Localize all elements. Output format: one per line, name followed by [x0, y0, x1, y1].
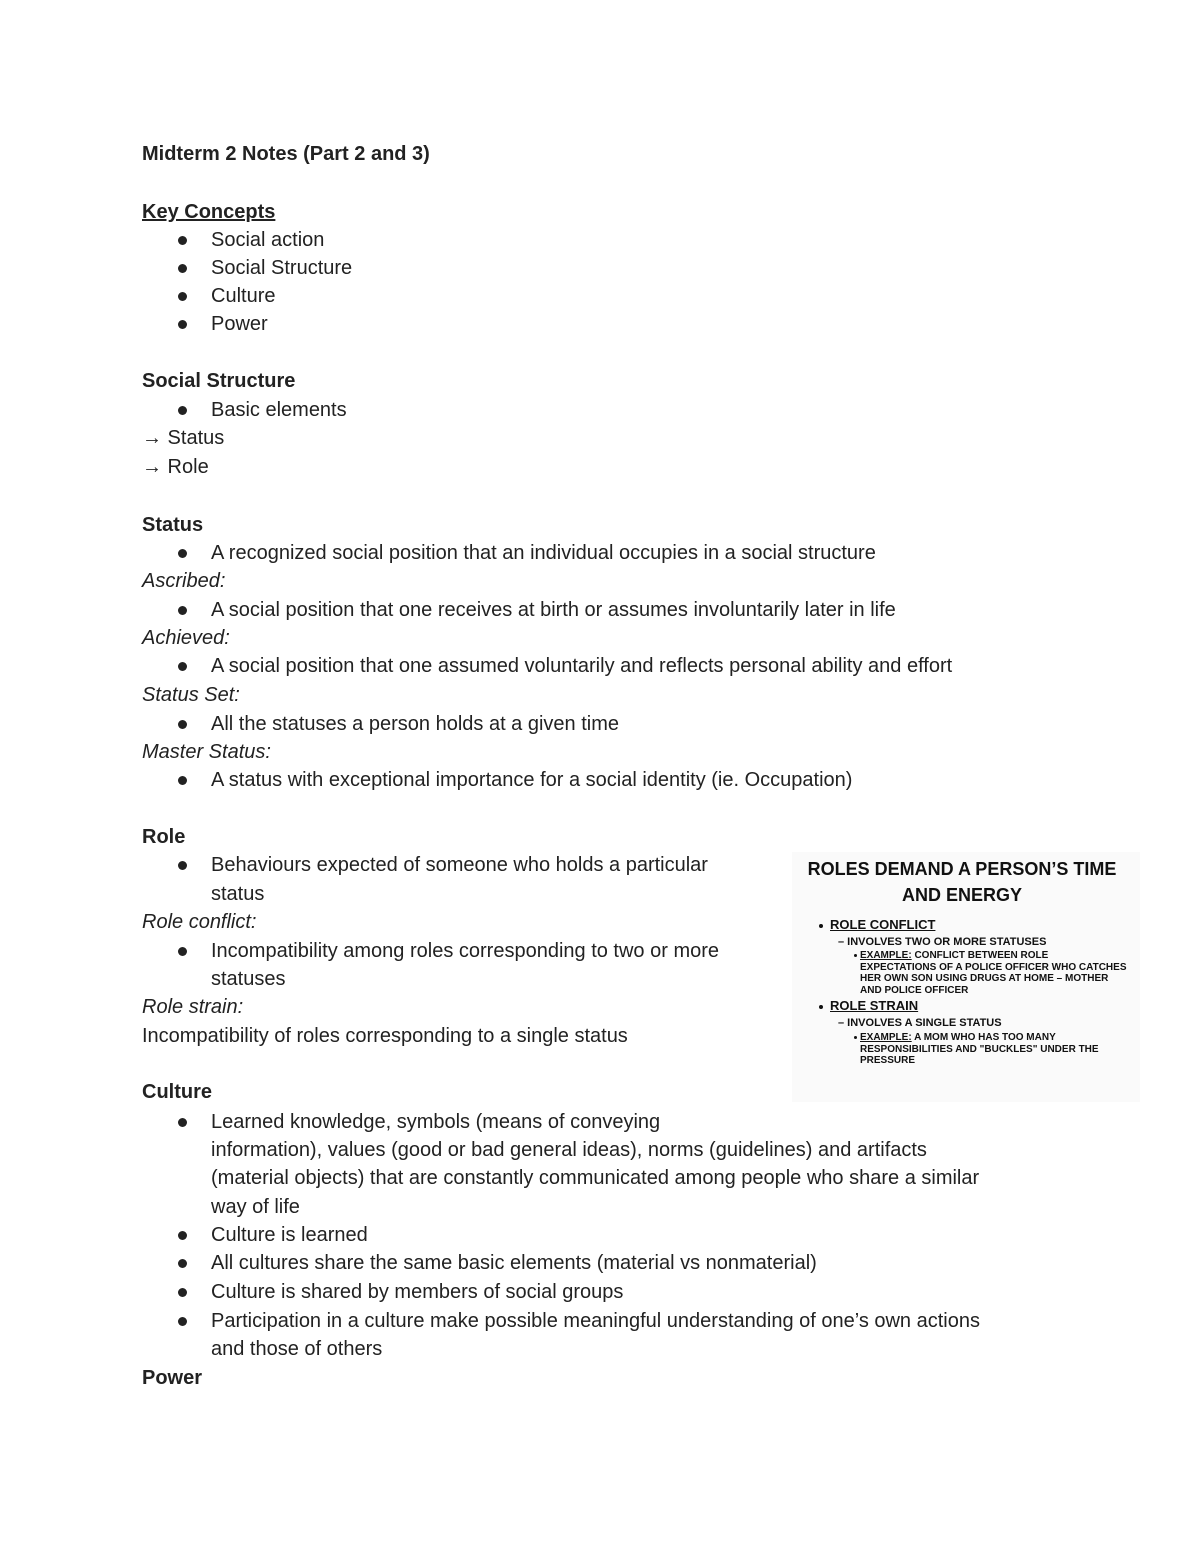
bullet-icon: [178, 549, 187, 558]
social-structure-heading: Social Structure: [142, 370, 296, 392]
bullet-icon: [178, 776, 187, 785]
bullet-icon: [178, 1317, 187, 1326]
bullet-icon: [178, 1288, 187, 1297]
culture-heading: Culture: [142, 1081, 212, 1103]
bullet-icon: [178, 320, 187, 329]
slide-conflict-example-line: [860, 950, 1048, 962]
status-set-label: Status Set:: [142, 684, 240, 706]
slide-strain-example-line: PRESSURE: [860, 1055, 916, 1066]
slide-title: [792, 856, 1132, 908]
slide-role-conflict-sub: – INVOLVES TWO OR MORE STATUSES: [838, 936, 1047, 948]
role-slide-image: [792, 852, 1140, 1102]
bullet-icon: [178, 606, 187, 615]
culture-item-line: Participation in a culture make possible meaningful understanding of one’s own actions: [211, 1310, 980, 1332]
role-definition-line: status: [211, 883, 265, 905]
ascribed-text: A social position that one receives at birth or assumes involuntarily later in life: [211, 599, 896, 621]
master-status-label: Master Status:: [142, 741, 271, 763]
bullet-icon: [178, 1118, 187, 1127]
key-concept-item: Power: [211, 313, 268, 335]
bullet-icon: [178, 236, 187, 245]
slide-conflict-example-line: AND POLICE OFFICER: [860, 984, 969, 996]
role-strain-text: Incompatibility of roles corresponding to a single status: [142, 1025, 628, 1047]
role-strain-label: Role strain:: [142, 996, 244, 1018]
slide-example-label: EXAMPLE:: [860, 1032, 912, 1043]
key-concepts-heading: Key Concepts: [142, 201, 276, 223]
bullet-icon: [178, 947, 187, 956]
status-heading: Status: [142, 514, 204, 536]
role-conflict-line: Incompatibility among roles corresponding to two or more: [211, 940, 720, 962]
master-status-text: A status with exceptional importance for a social identity (ie. Occupation): [211, 769, 853, 791]
culture-item-line: Learned knowledge, symbols (means of conveying: [211, 1111, 661, 1133]
slide-conflict-example-line: EXPECTATIONS OF A POLICE OFFICER WHO CATCHES: [860, 961, 1127, 973]
key-concept-item: Culture: [211, 285, 276, 307]
slide-bullet-icon: [819, 924, 823, 928]
slide-conflict-example-line: HER OWN SON USING DRUGS AT HOME – MOTHER: [860, 973, 1109, 984]
culture-item-line: information), values (good or bad general ideas), norms (guidelines) and artifacts: [211, 1139, 927, 1161]
status-definition: A recognized social position that an individual occupies in a social structure: [211, 542, 876, 564]
slide-bullet-icon: [819, 1005, 823, 1009]
role-conflict-line: statuses: [211, 968, 286, 990]
slide-role-conflict-heading: ROLE CONFLICT: [830, 917, 936, 932]
slide-sub-bullet-icon: [854, 954, 857, 957]
slide-example-label: EXAMPLE:: [860, 950, 912, 961]
achieved-label: Achieved:: [142, 627, 230, 649]
slide-title-line: ROLES DEMAND A PERSON’S TIME: [807, 859, 1117, 879]
culture-item-line: way of life: [211, 1196, 300, 1218]
key-concept-item: Social action: [211, 229, 325, 251]
bullet-icon: [178, 406, 187, 415]
document-title: Midterm 2 Notes (Part 2 and 3): [142, 143, 430, 165]
culture-item: All cultures share the same basic elements (material vs nonmaterial): [211, 1252, 817, 1274]
bullet-icon: [178, 720, 187, 729]
role-conflict-label: Role conflict:: [142, 911, 257, 933]
bullet-icon: [178, 662, 187, 671]
culture-item-line: (material objects) that are constantly communicated among people who share a similar: [211, 1167, 980, 1189]
power-heading: Power: [142, 1367, 203, 1389]
culture-item: Culture is shared by members of social groups: [211, 1281, 624, 1303]
role-heading: Role: [142, 826, 186, 848]
slide-example-text: CONFLICT BETWEEN ROLE: [911, 950, 1049, 961]
arrow-item-status: → Status: [142, 427, 225, 449]
ascribed-label: Ascribed:: [142, 570, 226, 592]
culture-item-line: and those of others: [211, 1338, 383, 1360]
culture-item: Culture is learned: [211, 1224, 368, 1246]
slide-example-text: A MOM WHO HAS TOO MANY: [911, 1032, 1056, 1043]
slide-sub-bullet-icon: [854, 1036, 857, 1039]
achieved-text: A social position that one assumed voluntarily and reflects personal ability and effort: [211, 655, 953, 677]
status-set-text: All the statuses a person holds at a given time: [211, 713, 620, 735]
slide-role-strain-heading: ROLE STRAIN: [830, 998, 919, 1013]
slide-role-strain-sub: – INVOLVES A SINGLE STATUS: [838, 1017, 1002, 1029]
bullet-icon: [178, 1259, 187, 1268]
role-definition-line: Behaviours expected of someone who holds a particular: [211, 854, 708, 876]
key-concept-item: Social Structure: [211, 257, 353, 279]
bullet-icon: [178, 1231, 187, 1240]
slide-strain-example-line: [860, 1032, 1056, 1044]
slide-strain-example-line: RESPONSIBILITIES AND "BUCKLES" UNDER THE: [860, 1043, 1099, 1055]
bullet-icon: [178, 264, 187, 273]
slide-title-line: AND ENERGY: [901, 885, 1022, 905]
bullet-icon: [178, 861, 187, 870]
arrow-item-role: → Role: [142, 456, 209, 478]
social-structure-item: Basic elements: [211, 399, 347, 421]
bullet-icon: [178, 292, 187, 301]
